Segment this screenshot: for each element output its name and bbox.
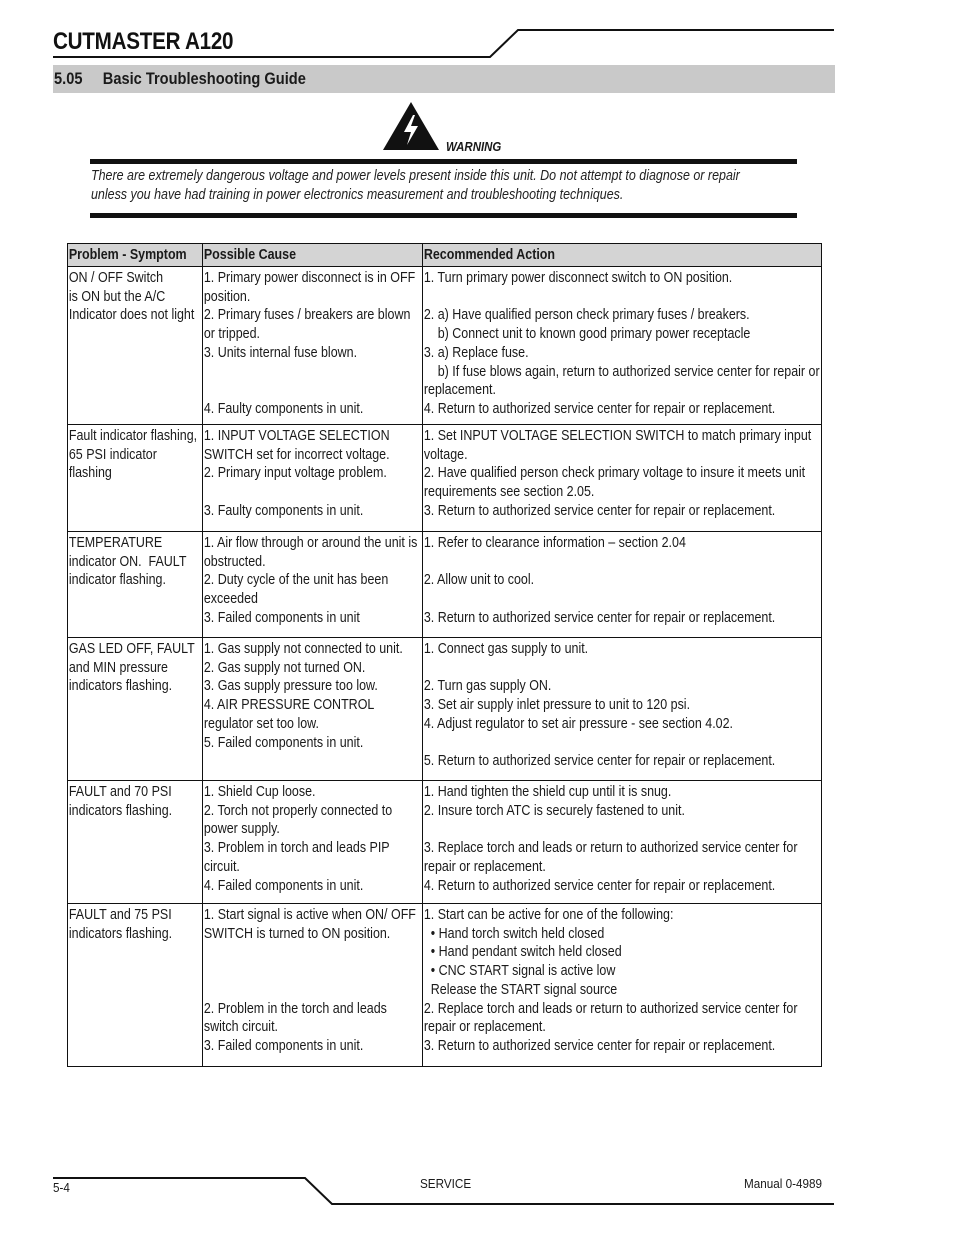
symptom-cell: Fault indicator flashing, 65 PSI indicator flashing bbox=[68, 425, 203, 532]
cause-cell: 1. Air flow through or around the unit is obstructed. 2. Duty cycle of the unit has been exceeded 3. Failed components in unit bbox=[203, 532, 423, 638]
page-number: 5-4 bbox=[53, 1180, 70, 1195]
column-header-cause: Possible Cause bbox=[203, 244, 423, 267]
cause-cell: 1. Gas supply not connected to unit. 2. Gas supply not turned ON. 3. Gas supply pressure too low. 4. AIR PRESSURE CONTROL regulator set too low. 5. Failed components in unit. bbox=[203, 638, 423, 781]
cause-cell: 1. INPUT VOLTAGE SELECTION SWITCH set for incorrect voltage. 2. Primary input voltage problem. 3. Faulty components in unit. bbox=[203, 425, 423, 532]
symptom-cell: FAULT and 70 PSI indicators flashing. bbox=[68, 781, 203, 904]
action-cell: 1. Refer to clearance information – section 2.04 2. Allow unit to cool. 3. Return to authorized service center for repair or replacement. bbox=[423, 532, 822, 638]
column-header-action: Recommended Action bbox=[423, 244, 822, 267]
action-cell: 1. Turn primary power disconnect switch to ON position. 2. a) Have qualified person check primary fuses / breakers. b) Connect unit to known good primary power receptacle 3. a) Replace fuse. b) If fuse blows again, return to authorized service center for repair or replacement. 4. Return to authorized service center for repair or replacement. bbox=[423, 267, 822, 425]
cause-cell: 1. Start signal is active when ON/ OFF SWITCH is turned to ON position. 2. Problem in the torch and leads switch circuit. 3. Failed components in unit. bbox=[203, 904, 423, 1067]
column-header-symptom: Problem - Symptom bbox=[68, 244, 203, 267]
chapter-name: SERVICE bbox=[420, 1176, 472, 1191]
symptom-cell: FAULT and 75 PSI indicators flashing. bbox=[68, 904, 203, 1067]
action-cell: 1. Connect gas supply to unit. 2. Turn gas supply ON. 3. Set air supply inlet pressure to unit to 120 psi. 4. Adjust regulator to set air pressure - see section 4.02. 5. Return to authorized service center for repair or replacement. bbox=[423, 638, 822, 781]
cause-cell: 1. Shield Cup loose. 2. Torch not properly connected to power supply. 3. Problem in torch and leads PIP circuit. 4. Failed components in unit. bbox=[203, 781, 423, 904]
section-number: 5.05 bbox=[54, 69, 83, 88]
action-cell: 1. Set INPUT VOLTAGE SELECTION SWITCH to match primary input voltage. 2. Have qualified person check primary voltage to insure it meets unit requirements see section 2.05. 3. Return to authorized service center for repair or replacement. bbox=[423, 425, 822, 532]
action-cell: 1. Start can be active for one of the following: • Hand torch switch held closed • Hand pendant switch held closed • CNC START signal is active low Release the START signal source 2. Replace torch and leads or return to authorized service center for repair or replacement. 3. Return to authorized service center for repair or replacement. bbox=[423, 904, 822, 1067]
cause-cell: 1. Primary power disconnect is in OFF position. 2. Primary fuses / breakers are blown or tripped. 3. Units internal fuse blown. 4. Faulty components in unit. bbox=[203, 267, 423, 425]
warning-text: There are extremely dangerous voltage and power levels present inside this unit. Do not attempt to diagnose or repair unless you have had training in power electronics measurement and troubleshooting techniques. bbox=[91, 168, 740, 203]
action-cell: 1. Hand tighten the shield cup until it is snug. 2. Insure torch ATC is securely fastened to unit. 3. Replace torch and leads or return to authorized service center for repair or replacement. 4. Return to authorized service center for repair or replacement. bbox=[423, 781, 822, 904]
warning-label: WARNING bbox=[446, 139, 502, 154]
manual-title: CUTMASTER A120 bbox=[53, 28, 234, 55]
manual-number: Manual 0-4989 bbox=[744, 1176, 823, 1191]
section-title: Basic Troubleshooting Guide bbox=[102, 69, 306, 88]
symptom-cell: TEMPERATURE indicator ON. FAULT indicator flashing. bbox=[68, 532, 203, 638]
symptom-cell: GAS LED OFF, FAULT and MIN pressure indicators flashing. bbox=[68, 638, 203, 781]
symptom-cell: ON / OFF Switch is ON but the A/C Indicator does not light bbox=[68, 267, 203, 425]
